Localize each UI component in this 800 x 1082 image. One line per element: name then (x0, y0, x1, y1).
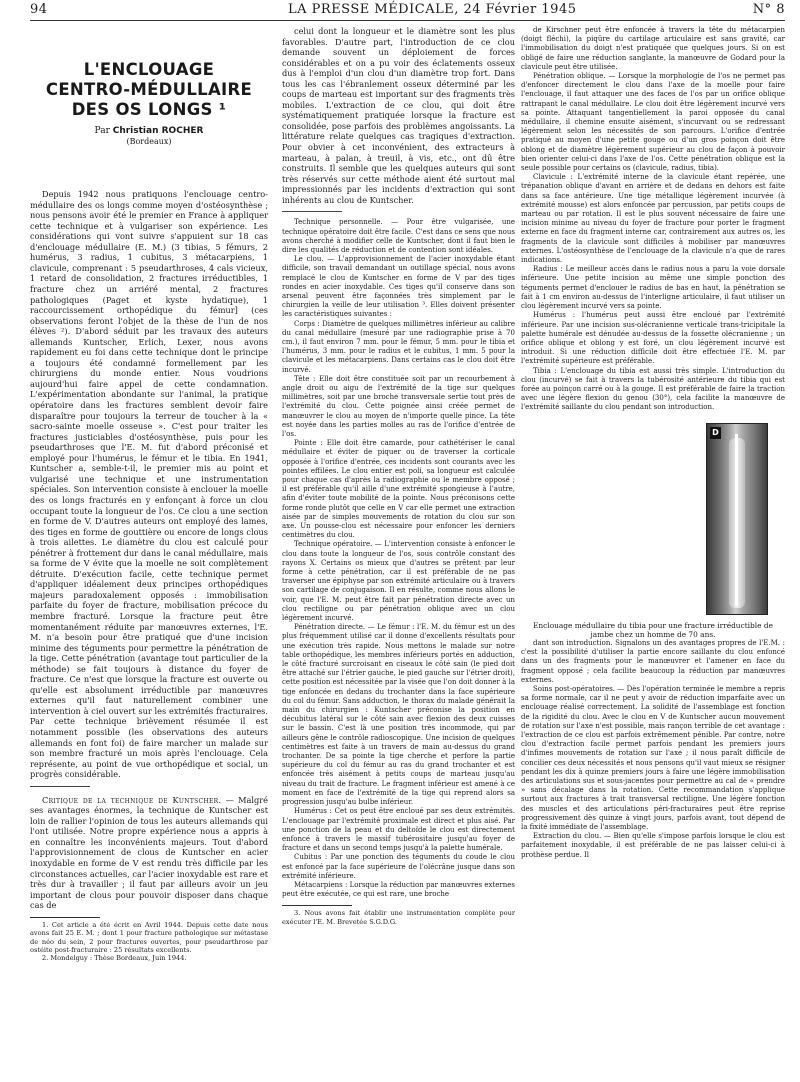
paragraph: Extraction du clou. — Bien qu'elle s'impose parfois lorsque le clou est parfaitement inoxydable, il est préférable de ne pas laisser celui-ci à prothèse perdue. Il (521, 832, 785, 859)
affiliation: (Bordeaux) (126, 136, 172, 146)
paragraph: Métacarpiens : Lorsque la réduction par manœuvres externes peut être exécutée, ce qui est rare, une broche (282, 880, 515, 899)
column-1 (30, 26, 268, 1076)
paragraph: Technique personnelle. — Pour être vulgarisée, une technique opératoire doit être facile. C'est dans ce sens que nous avons cherché à modifier celle de Kuntscher, dont il faut bien le dire les qualités de réduction et de contention sont idéales. (282, 218, 515, 254)
section-text: — Malgré ses avantages énormes, la technique de Kuntscher est loin de rallier l'opinion de tous les auteurs allemands qui l'ont utilisée. Notre propre expérience nous a appris à en connaître les inconvénients majeurs. Tout d'abord l'approvisionnement de clous de Kuntscher en acier inoxydable en forme de V est rendu très difficile par les circonstances actuelles, car l'acier inoxydable est rare et très dur à travailler ; il faut par ailleurs avoir un jeu important de clous pour pouvoir disposer dans chaque cas de (30, 794, 268, 911)
title-block (30, 60, 268, 147)
section-paragraph (30, 795, 268, 911)
figure-tag: D (710, 427, 721, 439)
paragraph: Pénétration oblique. — Lorsque la morphologie de l'os ne permet pas d'enfoncer directement le clou dans l'axe de la moelle pour faire l'enclouage, il faut attaquer une des faces de l'os par un orifice oblique rattrapant le canal médullaire. Le clou doit être légèrement incurvé vers sa pointe. Attaquant tangentiellement la paroi opposée du canal médullaire, il chemine ensuite aisément, s'incurvant ou se redressant légèrement selon les nécessités de son parcours. L'orifice d'entrée pratiqué au moyen d'une petite gouge ou d'un gros poinçon doit être oblong et de diamètre légèrement supérieur au clou de façon à pouvoir bien orienter celui-ci dans l'axe de l'os. Cette pénétration oblique est la seule possible pour certains os (clavicule, radius, tibia). (521, 72, 785, 173)
paragraph: Pointe : Elle doit être camarde, pour cathétériser le canal médullaire et éviter de piquer ou de traverser la corticale opposée à l'orifice d'entrée, ces incidents sont courants avec les pointes effilées. Le clou entier est poli, sa longueur est calculée pour chaque cas d'après la radiographie ou le membre opposé ; il est préférable qu'il aille d'une extrémité spongieuse à l'autre, afin d'éviter toute mobilité de la pointe. Nous préconisons cette forme ronde plutôt que celle en V car elle permet une extraction aisée par de simples mouvements de rotation du clou sur son axe. Un pousse-clou est nécessaire pour enfoncer les derniers centimètres du clou. (282, 439, 515, 540)
paragraph: Pénétration directe. — Le fémur : l'E. M. du fémur est un des plus fréquemment utilisé car il donne d'excellents résultats pour une exécution très rapide. Nous mettons le malade sur notre table orthopédique, les membres inférieurs portés en adduction, le côté fracturé surcroisant en ciseaux le côté sain (le pied doit être attaché sur l'étrier gauche, le pied gauche sur l'étrier droit), cette position est nécessitée par la visée que l'on doit donner à la tige enfoncée en dedans du trochanter dans la face supérieure du col du fémur. Sans adduction, le thorax du malade générait la main du chirurgien : Kuntscher préconise la position en décubitus latéral sur le côté sain avec flexion des deux cuisses sur le bassin. C'est là une position très incommode, qui par ailleurs gêne le contrôle radioscopique. Une incision de quelques centimètres est faite à un travers de main au-dessus du grand trochanter. De sa pointe la tige cherche et perfore la partie supérieure du col du fémur au ras du grand trochanter et est enfoncée très aisément à petits coups de marteau jusqu'au niveau du trait de fracture. Le fragment inférieur est amené à ce moment en face de l'extrémité de la tige qui reprend alors sa progression jusqu'au bulbe inférieur. (282, 623, 515, 807)
footnote: 1. Cet article a été écrit en Avril 1944. Depuis cette date nous avons fait 25 E. M. ; dont 1 pour fracture pathologique sur métastase de néo du sein, 2 pour fractures ouvertes, pour pseudarthrose par ostéite post-fracturaire : 25 résultats excellents. (30, 920, 268, 954)
article-title-line1: L'ENCLOUAGE (83, 60, 215, 79)
column-3 (521, 26, 785, 1076)
paragraph: Clavicule : L'extrémité interne de la clavicule étant repérée, une trépanation oblique d'avant en arrière et de dedans en dehors est faite dans sa face antérieure. Une tige métallique légèrement incurvée (à extrémité mousse) est alors enfoncée par percussion, par petits coups de marteau ou par rotation. Il est le plus souvent nécessaire de faire une incision minime au niveau du foyer de fracture pour porter le fragment externe en face du fragment interne car, contrairement aux autres os, les fragments de la clavicule sont difficiles à mobiliser par manœuvres externes. L'ostéosynthèse de l'enclouage de la clavicule n'a que de rares indications. (521, 173, 785, 265)
paragraph: Tête : Elle doit être constituée soit par un recourbement à angle droit ou aigu de l'extrémité de la tige sur quelques millimètres, soit par une broche transversale sertie tout près de l'extrémité du clou. Cette poignée ainsi créée permet de manœuvrer le clou au moyen de n'importe quelle pince. La tête est noyée dans les parties molles au ras de l'orifice d'entrée de l'os. (282, 374, 515, 438)
paragraph: Radius : Le meilleur accès dans le radius nous a paru la voie dorsale inférieure. Une petite incision au même une simple ponction des téguments permet d'enclouer le radius de bas en haut, la pénétration se fait à 1 cm environ au-dessus de l'interligne articulaire, il faut utiliser un clou légèrement incurvé vers sa pointe. (521, 265, 785, 311)
paragraph: de Kirschner peut être enfoncée à travers la tête du métacarpien (doigt fléchi), la piqûre du cartilage articulaire est sans gravité, car l'immobilisation du doigt n'est pratiquée que quelques jours. Si on est obligé de faire une réduction sanglante, la manœuvre de Godard pour la clavicule peut être utilisée. (521, 26, 785, 71)
paragraph: Corps : Diamètre de quelques millimètres inférieur au calibre du canal médullaire (mesuré par une radiographie prise à 70 cm.), il faut environ 7 mm. pour le fémur, 5 mm. pour le tibia et l'humérus, 3 mm. pour le radius et le cubitus, 1 mm. 5 pour la clavicule et les métacarpiens. Dans certains cas le clou doit être incurvé. (282, 319, 515, 374)
footnote: 3. Nous avons fait établir une instrumentation complète pour exécuter l'E. M. Brevetée S.G.D.G. (282, 909, 515, 926)
section-heading: Critique de la technique de Kuntscher. (42, 794, 222, 805)
figure-caption: Enclouage médullaire du tibia pour une fracture irréductible de jambe chez un homme de 70 ans. (533, 620, 773, 639)
page-number: 94 (30, 2, 48, 17)
author-name: Christian ROCHER (112, 126, 204, 136)
section-rule (282, 211, 342, 212)
paragraph: Depuis 1942 nous pratiquons l'enclouage centro-médullaire des os longs comme moyen d'ostéosynthèse ; nous pensons avoir été le premier en France à appliquer cette technique et à vulgariser son expérience. Les considérations qui vont suivre s'appuient sur 18 cas d'enclouage médullaire (E. M.) (3 tibias, 5 fémurs, 2 humérus, 3 radius, 1 cubitus, 3 métacarpiens, 1 clavicule, comprenant : 5 pseudarthroses, 4 cals vicieux, 1 retard de consolidation, 2 fractures irréductibles, 1 fracture chez un arriéré mental, 2 fractures pathologiques (Paget et kyste hydatique), 1 raccourcissement orthopédique du fémur] (ces observations feront l'objet de la thèse de l'un de nos élèves ²). D'abord séduit par les travaux des auteurs allemands Kuntscher, Erlich, Lexer, nous avons rapidement eu foi dans cette technique dont le principe a toujours été condamné formellement par les chirurgiens du monde entier. Nous voudrions aujourd'hui faire appel de cette condamnation. L'expérimentation abondante sur l'animal, la pratique opératoire dans les fractures semblent devoir faire disparaître pour toujours la terreur de toucher à la « sacro-sainte moelle osseuse ». C'est pour traiter les fractures justiciables d'ostéosynthèse, puis pour les pseudarthroses que l'E. M. fut d'abord préconisé et employé pour l'humérus, le fémur et le tibia. En 1941, Kuntscher a, semble-t-il, le premier mis au point et vulgarisé une technique et une instrumentation spéciales. Son intervention consiste à enclouer la moelle des os longs fracturés en y enfonçant à force un clou occupant toute la longueur de l'os. Ce clou a une section en forme de V. D'autres auteurs ont employé des lames, des tiges en forme de gouttière ou encore de longs clous à trois ailettes. Le diamètre du clou est calculé pour pénétrer à frottement dur dans le canal médullaire, mais sa forme de V évite que la moelle ne soit complètement détruite. D'exécution facile, cette technique permet d'appliquer idéalement deux principes orthopédiques majeurs paradoxalement opposés : immobilisation parfaite du foyer de fracture, mobilisation précoce du membre fracturé. Lorsque la fracture peut être momentanément réduite par manœuvres externes, l'E. M. n'a besoin pour être pratiqué que d'une incision minime des téguments pour permettre la pénétration de la tige. Cette pénétration (avantage tout particulier de la méthode) se fait toujours à distance du foyer de fracture. Ce n'est que lorsque la fracture est ouverte ou qu'elle est absolument irréductible par manœuvres externes qu'il faut naturellement combiner une intervention à ciel ouvert sur les extrémités fracturaires. Par cette technique brièvement résumée il est notamment possible (les observations des auteurs allemands en font foi) de faire marcher un malade sur son membre fracturé un mois après l'enclouage. Cela représente, au point de vue orthopédique et social, un progrès considérable. (30, 189, 268, 780)
xray-image (706, 423, 768, 615)
running-head (30, 2, 785, 18)
paragraph: celui dont la longueur et le diamètre sont les plus favorables. D'autre part, l'introduction de ce clou demande souvent un déploiement de forces considérables et on a pu voir des éclatements osseux dus à l'emploi d'un clou d'un diamètre trop fort. Dans tous les cas l'ébranlement osseux déterminé par les coups de marteau est important sur des fragments très mobiles. L'extraction de ce clou, qui doit être systématiquement pratiquée lorsque la fracture est consolidée, pose parfois des problèmes angoissants. La littérature relate quelques cas tragiques d'extraction. Pour obvier à cet inconvénient, des extracteurs à marteau, à palan, à treuil, à vis, etc., ont dû être construits. Il semble que les quelques auteurs qui sont très réservés sur cette méthode aient été surtout mal impressionnés par les incidents d'extraction qui sont inhérents au clou de Kuntscher. (282, 26, 515, 205)
paragraph: Technique opératoire. — L'intervention consiste à enfoncer le clou dans toute la longueur de l'os, sous contrôle constant des rayons X. Certains os mieux que d'autres se prêtent par leur forme à cette pénétration, car il est préférable de ne pas traverser une épiphyse par son extrémité articulaire ou à travers son cartilage de conjugaison. Il en résulte, comme nous allons le voir, que l'E. M. peut être fait par pénétration directe avec un clou rectiligne ou par pénétration oblique avec un clou légèrement incurvé. (282, 540, 515, 623)
author-prefix: Par (94, 126, 113, 136)
paragraph: Tibia : L'enclouage du tibia est aussi très simple. L'introduction du clou (incurvé) se fait à travers la tubérosité antérieure du tibia qui est forée au poinçon carré ou à la gouge. Il est préférable de faire la traction avec une légère flexion du genou (30°), cela facilite la manœuvre de l'extrémité saillante du clou pendant son introduction. (521, 366, 785, 412)
issue-number: N° 8 (752, 2, 785, 17)
footnote-rule (30, 917, 100, 918)
paragraph: Humérus : l'humérus peut aussi être encloué par l'extrémité inférieure. Par une incision sus-olécranienne verticale trans-tricipitale la palette humérale est dénudée au-dessus de la fossette olécranienne ; un orifice oblique et oblong y est foré, un clou légèrement incurvé est introduit. Si une réduction difficile doit être effectuée l'E. M. par l'extrémité supérieure est préférable. (521, 311, 785, 366)
medullary-nail (735, 434, 738, 606)
article-title-line2: CENTRO-MÉDULLAIRE (45, 80, 253, 99)
article-title-line3: DES OS LONGS ¹ (71, 100, 227, 119)
byline (30, 126, 268, 137)
xray-figure (521, 419, 785, 619)
footnote: 2. Mondelguy : Thèse Bordeaux, Juin 1944. (42, 954, 187, 963)
paragraph: Humérus : Cet os peut être encloué par ses deux extrémités. L'enclouage par l'extrémité proximale est direct et plus aisé. Par une ponction de la peau et du deltoïde le clou est directement enfoncé à travers le massif tubérositaire jusqu'au foyer de fracture et dans un second temps jusqu'à la palette humérale. (282, 807, 515, 853)
column-2 (282, 26, 515, 1076)
section-rule (30, 786, 90, 787)
paragraph: Soins post-opératoires. — Dès l'opération terminée le membre a repris sa forme normale, car il ne peut y avoir de réduction imparfaite avec un enclouage réalisé correctement. La solidité de l'assemblage est fonction de la rigidité du clou. Avec le clou en V de Kuntscher aucun mouvement de rotation sur l'axe n'est possible, mais rançon terrible de cet avantage : l'extraction de ce clou est parfois extrêmement pénible. Par contre, notre clou d'extraction facile permet parfois pendant les premiers jours d'infimes mouvements de rotation sur l'axe ; il nous paraît difficile de concilier ces deux nécessités et nous pensons qu'il vaut mieux se résigner pendant les dix à quinze premiers jours à faire une légère immobilisation des articulations sus et sous-jacentes pour permettre au cal de « prendre » sans décalage dans la rotation. Cette recommandation s'applique surtout aux fractures à trait transversal rectiligne. Une légère fonction des muscles et des articulations péri-fracturaires peut être reprise progressivement dès quinze à vingt jours, parfois avant, tout dépend de la fixité immédiate de l'assemblage. (521, 684, 785, 831)
paragraph: Cubitus : Par une ponction des téguments du coude le clou est enfoncé par la face supérieure de l'olécrâne jusque dans son extrémité inférieure. (282, 853, 515, 880)
header-rule (30, 20, 785, 21)
paragraph: dant son introduction. Signalons un des avantages propres de l'E.M. : c'est la possibilité d'utiliser la partie encore saillante du clou enfoncé dans un des fragments pour le manœuvrer et l'amener en face du fragment opposé ; cela facilite beaucoup la réduction par manœuvres externes. (521, 638, 785, 684)
footnote-rule (282, 905, 352, 906)
paragraph: Le clou. — L'approvisionnement de l'acier inoxydable étant difficile, son travail demandant un outillage spécial, nous avons remplacé le clou de Kuntscher en forme de V par des tiges rondes en acier inoxydable. Ces tiges qu'il conserve dans son arsenal peuvent être façonnées très simplement par le chirurgien la veille de leur utilisation ³. Elles doivent présenter les caractéristiques suivantes : (282, 255, 515, 319)
journal-title: LA PRESSE MÉDICALE, 24 Février 1945 (288, 2, 577, 17)
